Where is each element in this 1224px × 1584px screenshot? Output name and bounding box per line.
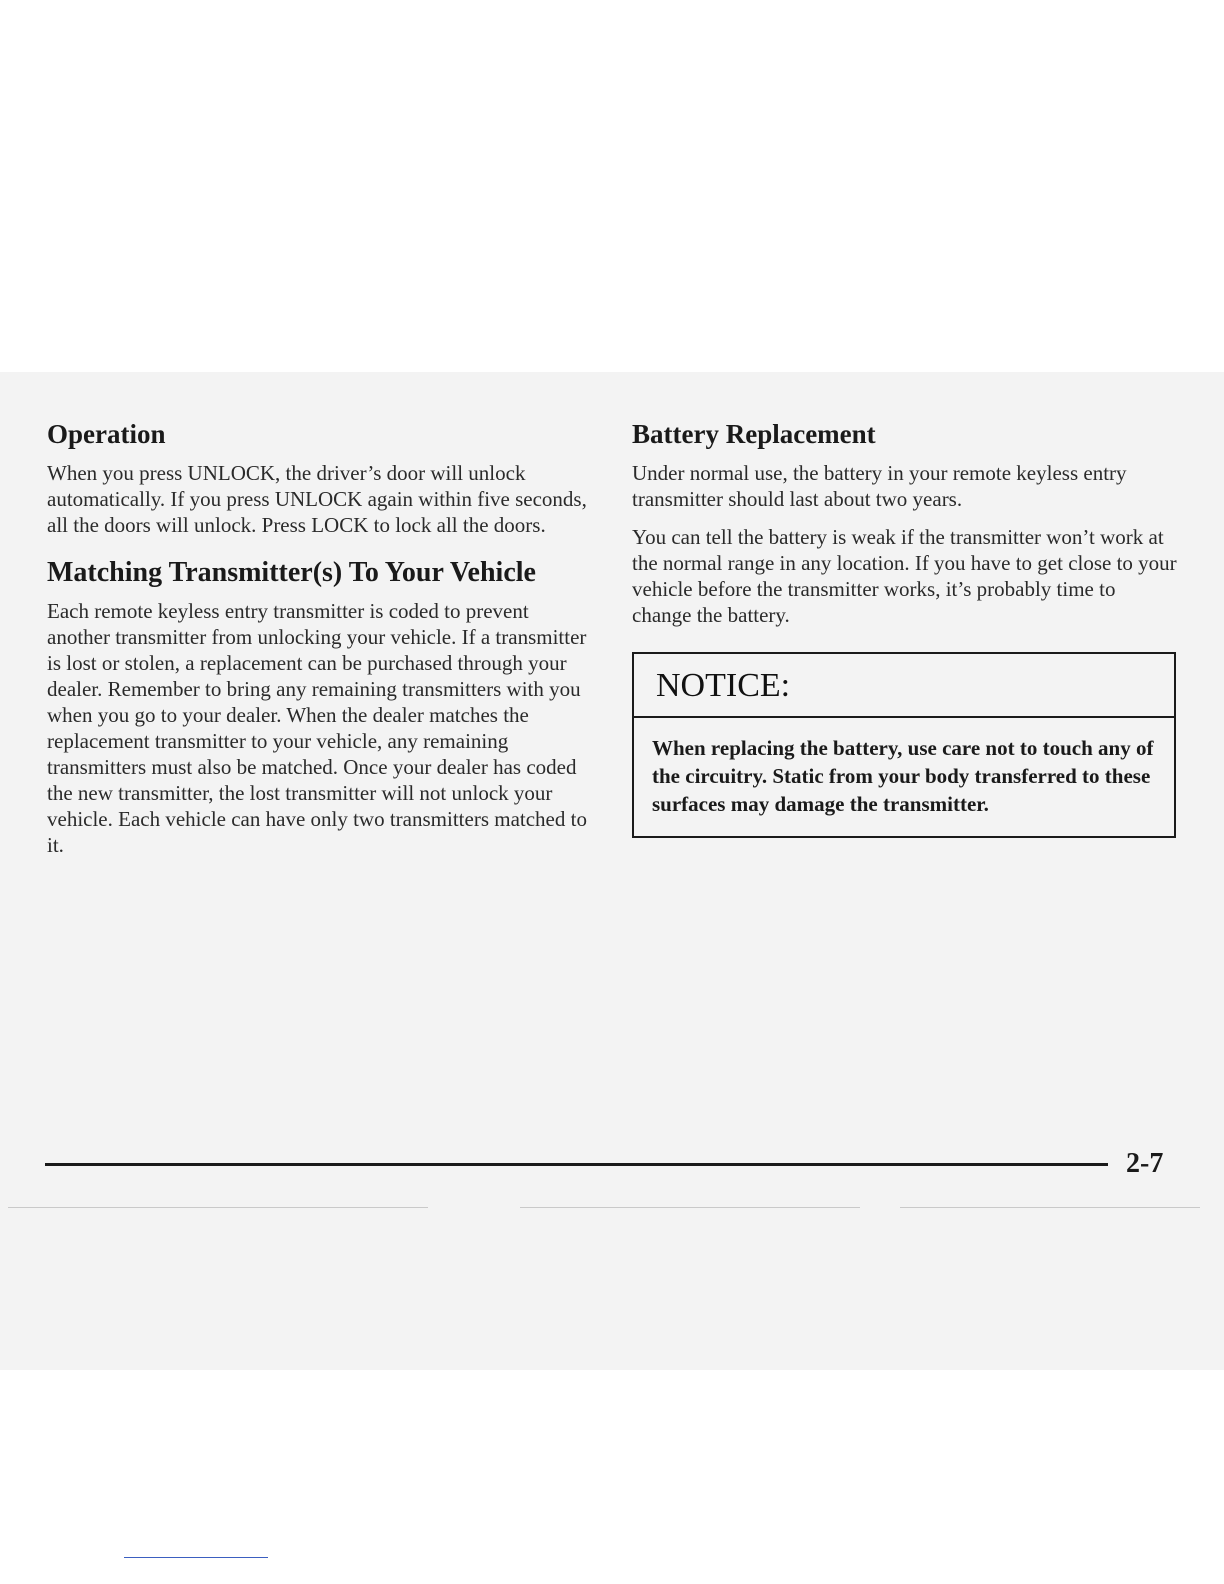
scan-artifact-line — [8, 1207, 428, 1208]
page-number: 2-7 — [1126, 1148, 1164, 1179]
notice-text: When replacing the battery, use care not to touch any of the circuitry. Static from your body transferred to these surfaces may damage the transmitter. — [652, 736, 1154, 816]
battery-section — [632, 418, 1180, 628]
notice-box — [632, 652, 1176, 838]
notice-title: NOTICE: — [634, 654, 1174, 718]
footer-rule — [45, 1163, 1108, 1166]
matching-section — [47, 556, 595, 858]
scan-artifact-line — [900, 1207, 1200, 1208]
left-column — [47, 418, 595, 858]
battery-paragraph-1: Under normal use, the battery in your remote keyless entry transmitter should last about two years. — [632, 461, 1127, 511]
battery-heading: Battery Replacement — [632, 419, 876, 449]
scan-artifact-line — [520, 1207, 860, 1208]
battery-paragraph-2: You can tell the battery is weak if the transmitter won’t work at the normal range in any location. If you have to get close to your vehicle before the transmitter works, it’s probably time to change the battery. — [632, 525, 1177, 627]
matching-text: Each remote keyless entry transmitter is coded to prevent another transmitter from unlocking your vehicle. If a transmitter is lost or stolen, a replacement can be purchased through your dealer. Remember to bring any remaining transmitters with you when you go to your dealer. When the dealer matches the replacement transmitter to your vehicle, any remaining transmitters must also be matched. Once your dealer has coded the new transmitter, the lost transmitter will not unlock your vehicle. Each vehicle can have only two transmitters matched to it. — [47, 599, 587, 857]
matching-heading: Matching Transmitter(s) To Your Vehicle — [47, 557, 536, 588]
operation-text: When you press UNLOCK, the driver’s door will unlock automatically. If you press UNLOCK again within five seconds, all the doors will unlock. Press LOCK to lock all the doors. — [47, 461, 587, 537]
bottom-underline — [124, 1557, 268, 1558]
operation-heading: Operation — [47, 419, 166, 449]
operation-section — [47, 418, 595, 538]
right-column — [632, 418, 1180, 838]
